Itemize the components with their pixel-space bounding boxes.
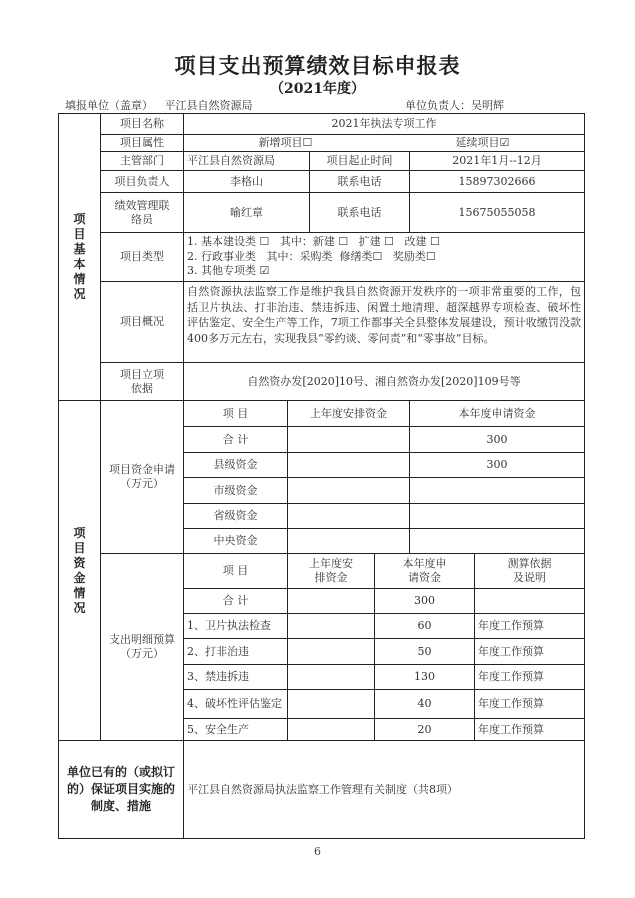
document-subtitle: （2021年度） xyxy=(270,81,365,97)
unit-head xyxy=(405,97,504,113)
detail-row-basis: 年度工作预算 xyxy=(474,613,585,639)
application-row-last-year xyxy=(287,528,410,554)
attr-continue-checkbox[interactable]: 延续项目☑ xyxy=(455,136,510,149)
detail-row-basis xyxy=(474,588,585,614)
application-row-item: 省级资金 xyxy=(183,503,288,529)
detail-row-basis: 年度工作预算 xyxy=(474,664,585,690)
liaison-label: 绩效管理联络员 xyxy=(100,192,184,233)
project-type-line-2[interactable]: 2. 行政事业类 其中：采购类 修缮类☐ 奖励类☐ xyxy=(187,249,436,263)
measures-value: 平江县自然资源局执法监察工作管理有关制度（共8项） xyxy=(183,740,585,839)
dept-value: 平江县自然资源局 xyxy=(183,151,310,171)
unit-head-label: 单位负责人： xyxy=(405,99,471,112)
attr-new-checkbox[interactable]: 新增项目☐ xyxy=(258,136,313,149)
project-type-line-1[interactable]: 1. 基本建设类 ☐ 其中：新建 ☐ 扩建 ☐ 改建 ☐ xyxy=(187,235,440,248)
document-title: 项目支出预算绩效目标申报表 xyxy=(174,53,461,78)
application-row-this-year xyxy=(409,503,585,529)
dept-label: 主管部门 xyxy=(100,151,184,171)
detail-row-basis: 年度工作预算 xyxy=(474,718,585,741)
application-row-last-year xyxy=(287,477,410,504)
section-basic-info xyxy=(58,113,101,401)
liaison-value: 喻红章 xyxy=(183,192,310,233)
application-row-item: 中央资金 xyxy=(183,528,288,554)
detail-header-basis: 测算依据及说明 xyxy=(474,553,585,589)
detail-row-this-year: 40 xyxy=(374,689,475,719)
period-label: 项目起止时间 xyxy=(309,151,410,171)
application-row-last-year xyxy=(287,452,410,478)
detail-header-item: 项 目 xyxy=(183,553,288,589)
liaison-phone-label: 联系电话 xyxy=(309,192,410,233)
filler-unit-label: 填报单位（盖章） xyxy=(65,99,153,112)
detail-row-basis: 年度工作预算 xyxy=(474,689,585,719)
project-type-options xyxy=(183,232,585,282)
detail-row-item: 3、禁违拆违 xyxy=(183,664,288,690)
project-type-line-3[interactable]: 3. 其他专项类 ☑ xyxy=(187,264,270,277)
project-attr-value xyxy=(183,134,585,152)
leader-phone-label: 联系电话 xyxy=(309,170,410,193)
page-number: 6 xyxy=(314,845,321,858)
detail-row-this-year: 300 xyxy=(374,588,475,614)
section-basic-info-label: 项目基本情况 xyxy=(73,212,86,301)
filler-unit-value: 平江县自然资源局 xyxy=(164,99,253,112)
leader-value: 李格山 xyxy=(183,170,310,193)
application-label: 项目资金申请（万元） xyxy=(100,400,184,554)
application-row-last-year xyxy=(287,426,410,453)
period-value: 2021年1月--12月 xyxy=(409,151,585,171)
detail-row-last-year xyxy=(287,664,375,690)
detail-row-this-year: 20 xyxy=(374,718,475,741)
detail-row-this-year: 130 xyxy=(374,664,475,690)
detail-label: 支出明细预算（万元） xyxy=(100,553,184,741)
unit-head-value: 吴明辉 xyxy=(471,99,504,112)
leader-phone-value: 15897302666 xyxy=(409,170,585,193)
detail-header-this-year: 本年度申请资金 xyxy=(374,553,475,589)
detail-row-item: 1、卫片执法检查 xyxy=(183,613,288,639)
application-header-item: 项 目 xyxy=(183,400,288,427)
filler-unit xyxy=(65,97,253,113)
liaison-phone-value: 15675055058 xyxy=(409,192,585,233)
project-type-label: 项目类型 xyxy=(100,232,184,282)
overview-text: 自然资源执法监察工作是维护我县自然资源开发秩序的一项非常重要的工作，包括卫片执法、打非治违、禁违拆违、闲置土地清理、超深越界专项检查、破坏性评估鉴定、安全生产等工作，7项工作都事关全县整体发展建设，预计收缴罚没款400多万元左右，实现我县“零约谈、零问责”和“零事故”目标。 xyxy=(183,281,585,363)
application-row-item: 市级资金 xyxy=(183,477,288,504)
section-funding xyxy=(58,400,101,741)
leader-label: 项目负责人 xyxy=(100,170,184,193)
detail-row-item: 4、破坏性评估鉴定 xyxy=(183,689,288,719)
detail-row-basis: 年度工作预算 xyxy=(474,638,585,665)
detail-row-item: 5、安全生产 xyxy=(183,718,288,741)
detail-row-last-year xyxy=(287,718,375,741)
application-row-item: 县级资金 xyxy=(183,452,288,478)
detail-row-last-year xyxy=(287,638,375,665)
detail-row-last-year xyxy=(287,689,375,719)
project-name-value: 2021年执法专项工作 xyxy=(183,113,585,135)
application-row-this-year: 300 xyxy=(409,452,585,478)
section-funding-label: 项目资金情况 xyxy=(73,525,86,615)
detail-row-last-year xyxy=(287,588,375,614)
basis-value: 自然资办发[2020]10号、湘自然资办发[2020]109号等 xyxy=(183,362,585,401)
project-name-label: 项目名称 xyxy=(100,113,184,135)
detail-row-this-year: 60 xyxy=(374,613,475,639)
application-row-this-year: 300 xyxy=(409,426,585,453)
application-header-this-year: 本年度申请资金 xyxy=(409,400,585,427)
overview-label: 项目概况 xyxy=(100,281,184,363)
detail-row-item: 合 计 xyxy=(183,588,288,614)
application-header-last-year: 上年度安排资金 xyxy=(287,400,410,427)
application-row-this-year xyxy=(409,477,585,504)
detail-row-last-year xyxy=(287,613,375,639)
detail-row-item: 2、打非治违 xyxy=(183,638,288,665)
detail-row-this-year: 50 xyxy=(374,638,475,665)
application-row-this-year xyxy=(409,528,585,554)
measures-label: 单位已有的（或拟订的）保证项目实施的制度、措施 xyxy=(58,740,184,839)
application-row-last-year xyxy=(287,503,410,529)
detail-header-last-year: 上年度安排资金 xyxy=(287,553,375,589)
basis-label: 项目立项依据 xyxy=(100,362,184,401)
project-attr-label: 项目属性 xyxy=(100,134,184,152)
application-row-item: 合 计 xyxy=(183,426,288,453)
